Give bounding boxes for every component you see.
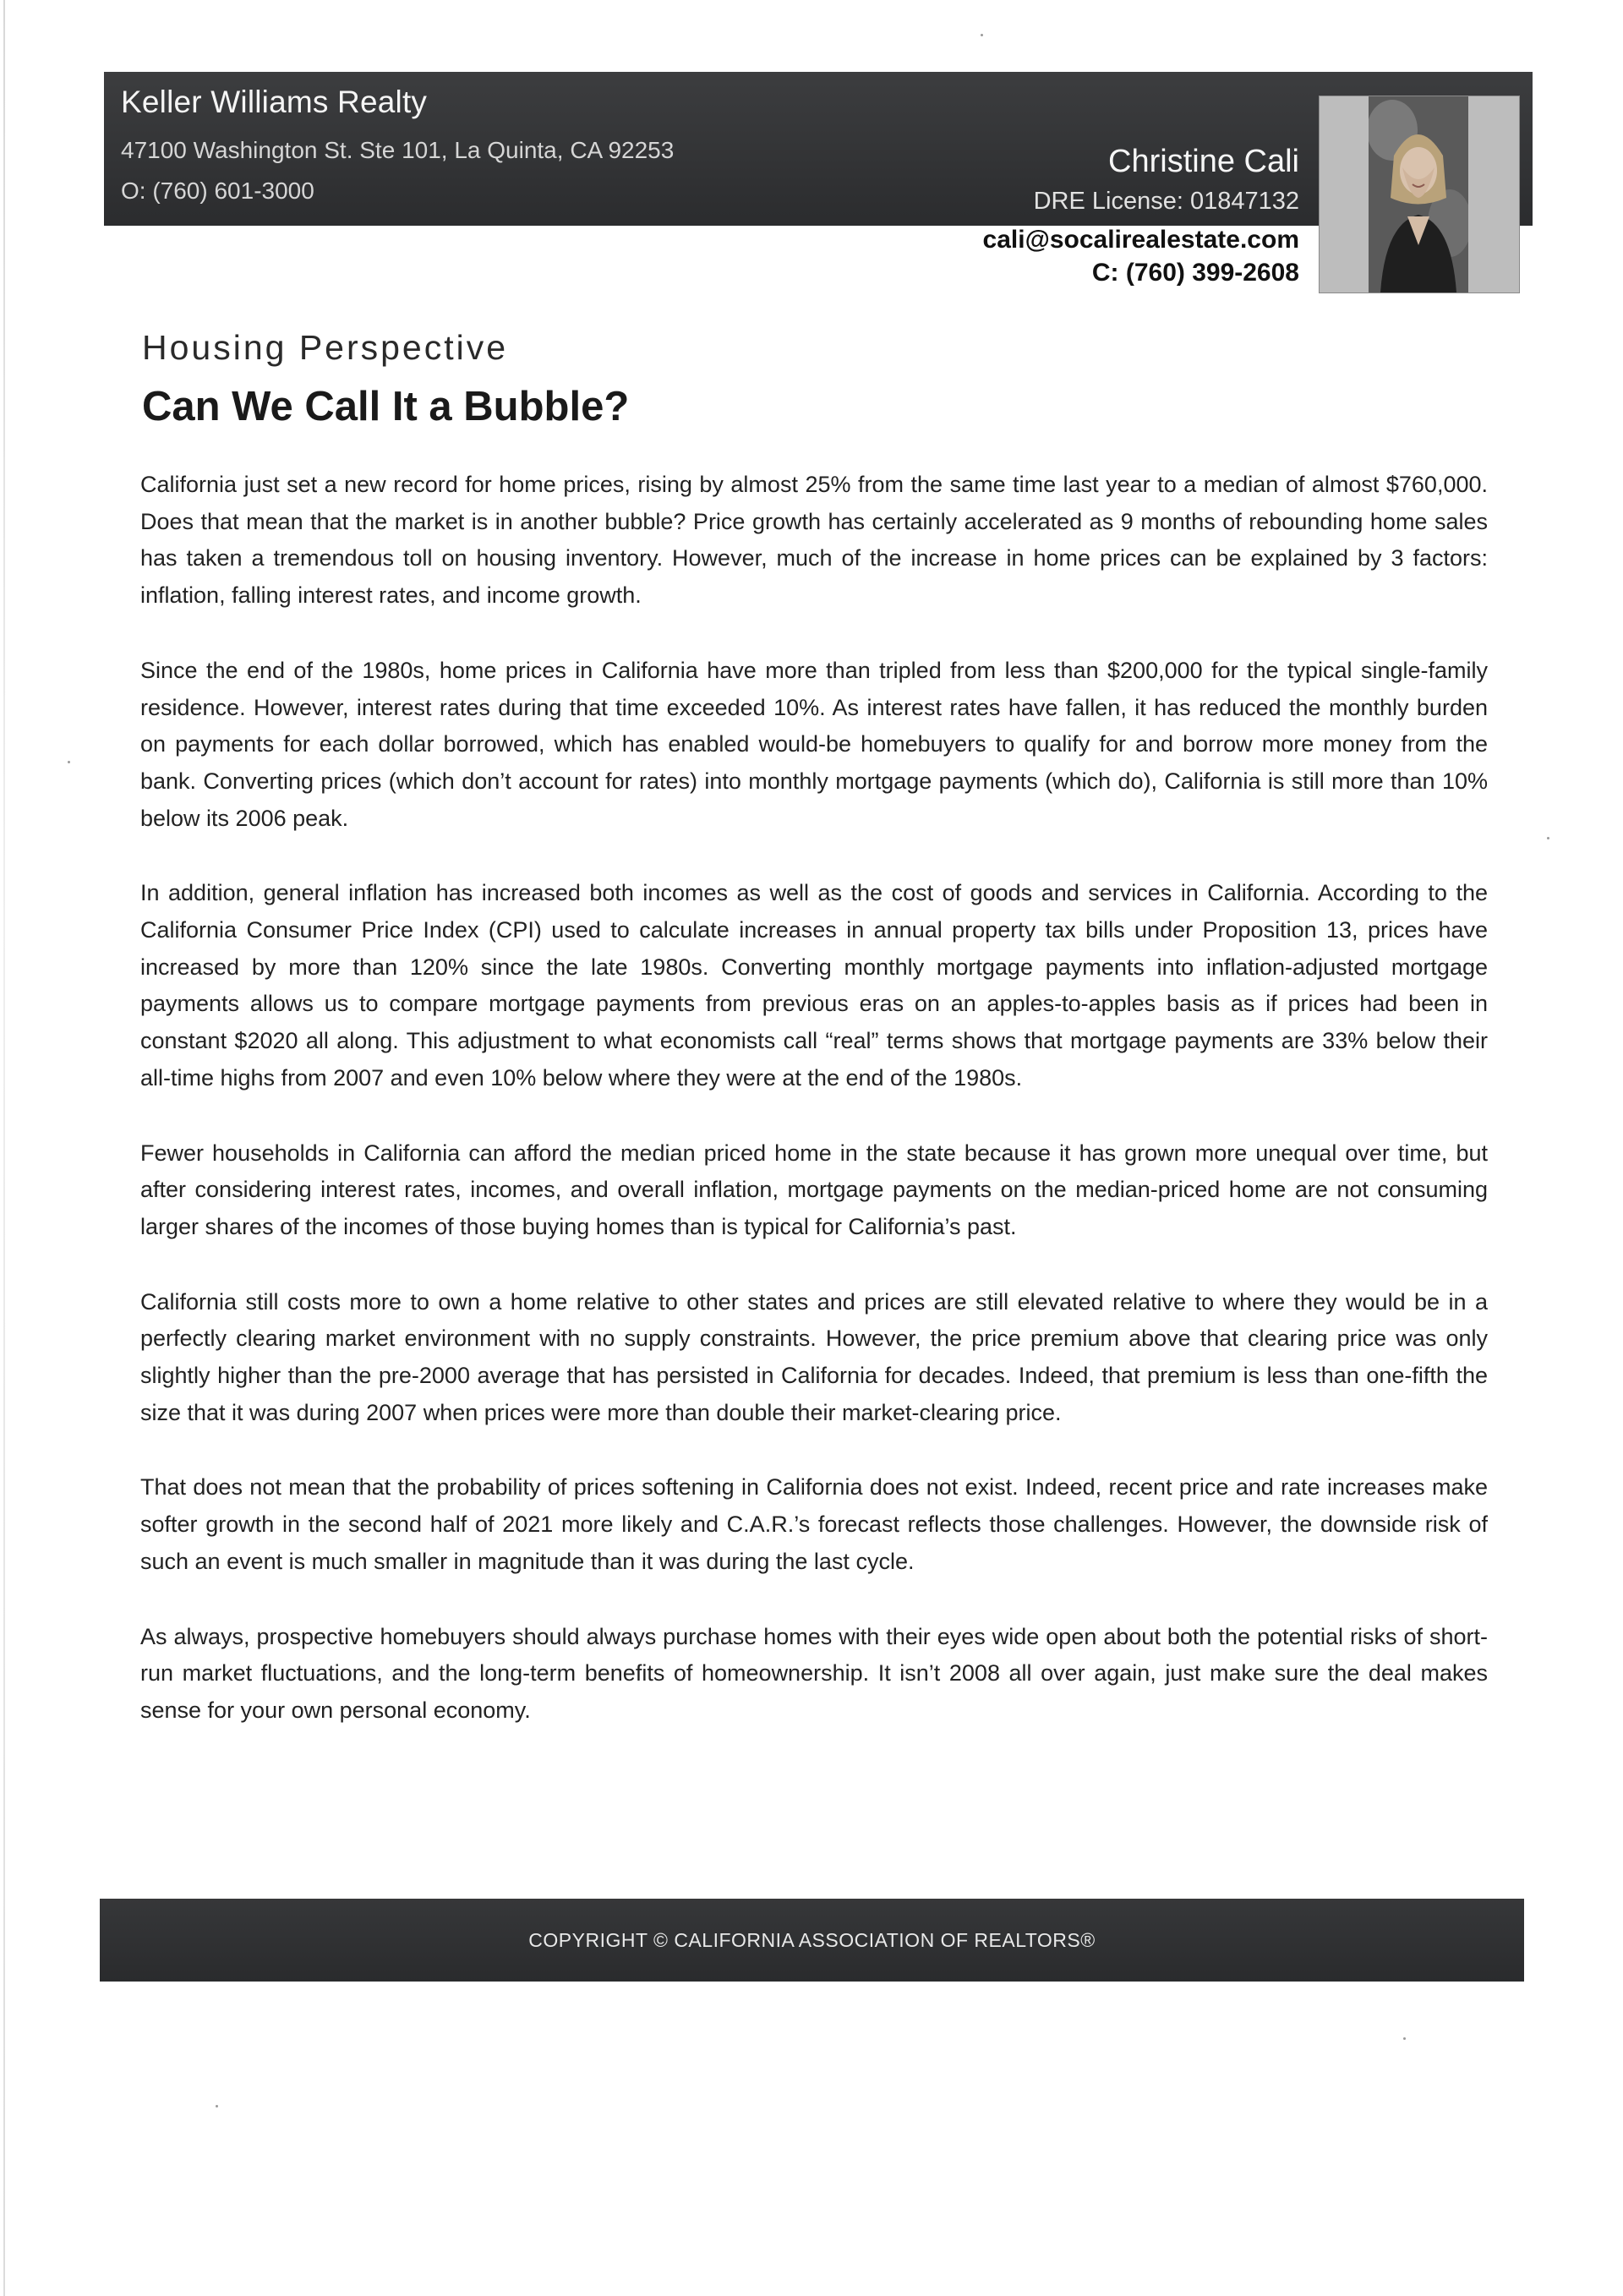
portrait-photo-icon (1369, 96, 1468, 292)
office-phone: O: (760) 601-3000 (121, 178, 314, 204)
article-body (140, 467, 1488, 1768)
scan-speck (1403, 2037, 1406, 2040)
agent-name: Christine Cali (1108, 144, 1299, 179)
scan-speck (981, 34, 983, 36)
paragraph: That does not mean that the probability of prices softening in California does not exist. Indeed, recent price and rate increases make softer growth in the second half of 2021 more likely and C.A.R.’s forecast reflects those challenges. However, the downside risk of such an event is much smaller in magnitude than it was during the last cycle. (140, 1474, 1488, 1574)
scan-edge (3, 0, 5, 2296)
paragraph: As always, prospective homebuyers should always purchase homes with their eyes wide open about both the potential risks of short-run market fluctuations, and the long-term benefits of homeownership. It isn’t 2008 all over again, just make sure the deal makes sense for your own personal economy. (140, 1623, 1488, 1723)
footer-copyright: COPYRIGHT © CALIFORNIA ASSOCIATION OF REALTORS® (528, 1929, 1096, 1951)
paragraph: California just set a new record for home prices, rising by almost 25% from the same time last year to a median of almost $760,000. Does that mean that the market is in another bubble? Price growth has certainly accelerated as 9 months of rebounding home sales has taken a tremendous toll on housing inventory. However, much of the increase in home prices can be explained by 3 factors: inflation, falling interest rates, and income growth. (140, 472, 1488, 609)
company-address: 47100 Washington St. Ste 101, La Quinta, CA 92253 (121, 137, 675, 163)
agent-license: DRE License: 01847132 (1033, 188, 1299, 215)
agent-email[interactable]: cali@socalirealestate.com (982, 226, 1299, 254)
agent-photo (1319, 96, 1520, 293)
article-kicker: Housing Perspective (142, 328, 509, 367)
paragraph: California still costs more to own a home relative to other states and prices are still elevated relative to where they would be in a perfectly clearing market environment with no supply constraints. However, the price premium above that clearing price was only slightly higher than the pre-2000 average that has persisted in California for decades. Indeed, that premium is less than one-fifth the size that it was during 2007 when prices were more than double their market-clearing price. (140, 1288, 1488, 1425)
article-title: Can We Call It a Bubble? (142, 384, 630, 429)
scan-speck (68, 761, 70, 763)
scan-speck (1547, 837, 1549, 839)
company-name: Keller Williams Realty (121, 85, 428, 119)
paragraph: Fewer households in California can afford the median priced home in the state because it has grown more unequal over time, but after considering interest rates, incomes, and overall inflation, mortgage payments on the median-priced home are not consuming larger shares of the incomes of those buying homes than is typical for California’s past. (140, 1140, 1488, 1239)
paragraph: In addition, general inflation has increased both incomes as well as the cost of goods and services in California. According to the California Consumer Price Index (CPI) used to calculate increases in annual property tax bills under Proposition 13, prices have increased by more than 120% since the late 1980s. Converting monthly mortgage payments into inflation-adjusted mortgage payments allows us to compare mortgage payments from previous eras on an apples-to-apples basis as if prices had been in constant $2020 all along. This adjustment to what economists call “real” terms shows that mortgage payments are 33% below their all-time highs from 2007 and even 10% below where they were at the end of the 1980s. (140, 880, 1488, 1091)
scan-speck (216, 2105, 218, 2107)
paragraph: Since the end of the 1980s, home prices in California have more than tripled from less than $200,000 for the typical single-family residence. However, interest rates during that time exceeded 10%. As interest rates have fallen, it has reduced the monthly burden on payments for each dollar borrowed, which has enabled would-be homebuyers to qualify for and borrow more money from the bank. Converting prices (which don’t account for rates) into monthly mortgage payments (which do), California is still more than 10% below its 2006 peak. (140, 657, 1488, 831)
agent-cell-phone[interactable]: C: (760) 399-2608 (1091, 259, 1299, 287)
